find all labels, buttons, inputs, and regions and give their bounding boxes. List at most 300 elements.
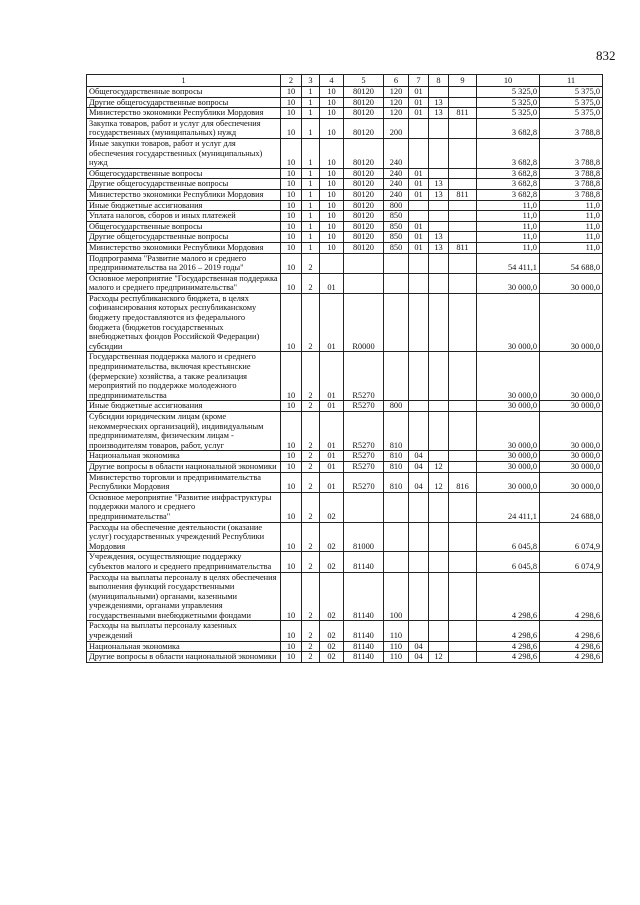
table-cell: 810: [384, 451, 409, 462]
table-cell: [384, 253, 409, 273]
row-description: Другие общегосударственные вопросы: [87, 232, 281, 243]
table-cell: 2: [302, 293, 320, 352]
table-cell: [449, 221, 477, 232]
table-row: [87, 552, 603, 572]
table-cell: 10: [281, 401, 302, 412]
table-cell: [384, 293, 409, 352]
table-cell: [384, 273, 409, 293]
table-row: [87, 97, 603, 108]
table-cell: 6 045,8: [477, 552, 540, 572]
row-description: Уплата налогов, сборов и иных платежей: [87, 211, 281, 222]
table-cell: 811: [449, 242, 477, 253]
table-cell: 30 000,0: [540, 412, 603, 451]
table-cell: 4 298,6: [540, 652, 603, 663]
table-cell: 120: [384, 97, 409, 108]
column-header: 8: [429, 75, 449, 87]
table-row: [87, 221, 603, 232]
table-cell: 24 688,0: [540, 492, 603, 522]
table-cell: 10: [281, 179, 302, 190]
table-cell: 10: [281, 118, 302, 138]
row-description: Расходы на выплаты персоналу казенных учреждений: [87, 621, 281, 641]
table-cell: 850: [384, 211, 409, 222]
table-cell: [409, 273, 429, 293]
table-cell: [429, 168, 449, 179]
column-header: 4: [320, 75, 344, 87]
table-cell: 10: [281, 652, 302, 663]
table-cell: 4 298,6: [477, 641, 540, 652]
table-cell: 10: [320, 242, 344, 253]
row-description: Общегосударственные вопросы: [87, 87, 281, 98]
table-cell: [429, 621, 449, 641]
table-cell: 01: [409, 87, 429, 98]
column-header: 7: [409, 75, 429, 87]
table-cell: 10: [281, 108, 302, 119]
table-cell: 3 682,8: [477, 118, 540, 138]
table-cell: 2: [302, 472, 320, 492]
table-cell: 2: [302, 641, 320, 652]
table-cell: 1: [302, 138, 320, 168]
row-description: Другие общегосударственные вопросы: [87, 97, 281, 108]
table-cell: 3 788,8: [540, 118, 603, 138]
table-cell: 30 000,0: [477, 461, 540, 472]
column-header: 3: [302, 75, 320, 87]
table-cell: 3 788,8: [540, 189, 603, 200]
row-description: Национальная экономика: [87, 641, 281, 652]
table-cell: 11,0: [477, 211, 540, 222]
row-description: Расходы на выплаты персоналу в целях обеспечения выполнения функций государственными (муниципальными) органами, казенными учреждениями, органами управления государственными внебюджетными фондами: [87, 572, 281, 621]
table-cell: [409, 138, 429, 168]
row-description: Иные бюджетные ассигнования: [87, 401, 281, 412]
table-cell: 120: [384, 108, 409, 119]
column-header: 1: [87, 75, 281, 87]
table-cell: 80120: [344, 108, 384, 119]
table-cell: 01: [409, 189, 429, 200]
table-cell: [449, 211, 477, 222]
table-cell: 30 000,0: [477, 293, 540, 352]
table-cell: 04: [409, 641, 429, 652]
row-description: Закупка товаров, работ и услуг для обеспечения государственных (муниципальных) нужд: [87, 118, 281, 138]
table-cell: 3 788,8: [540, 179, 603, 190]
table-cell: [449, 232, 477, 243]
table-cell: 3 682,8: [477, 179, 540, 190]
table-row: [87, 401, 603, 412]
table-cell: 10: [281, 138, 302, 168]
table-cell: 02: [320, 522, 344, 552]
table-cell: [409, 522, 429, 552]
table-cell: 240: [384, 189, 409, 200]
table-cell: [449, 118, 477, 138]
table-cell: 80120: [344, 179, 384, 190]
table-cell: [449, 179, 477, 190]
table-cell: 6 074,9: [540, 522, 603, 552]
table-cell: [449, 253, 477, 273]
table-cell: 1: [302, 118, 320, 138]
table-cell: [409, 621, 429, 641]
table-cell: [409, 552, 429, 572]
table-cell: 2: [302, 572, 320, 621]
table-cell: 10: [281, 273, 302, 293]
table-row: [87, 472, 603, 492]
table-cell: 110: [384, 652, 409, 663]
column-header: 9: [449, 75, 477, 87]
row-description: Субсидии юридическим лицам (кроме некоммерческих организаций), индивидуальным предпринимателям, физическим лицам - производителям товаров, работ, услуг: [87, 412, 281, 451]
table-row: [87, 232, 603, 243]
table-cell: 01: [320, 352, 344, 401]
table-cell: 2: [302, 401, 320, 412]
table-cell: 80120: [344, 118, 384, 138]
table-cell: [429, 412, 449, 451]
table-cell: R5270: [344, 451, 384, 462]
table-cell: 5 375,0: [540, 97, 603, 108]
table-row: [87, 412, 603, 451]
table-cell: [449, 97, 477, 108]
table-cell: 10: [320, 168, 344, 179]
table-cell: 100: [384, 572, 409, 621]
table-cell: 811: [449, 108, 477, 119]
table-cell: [449, 451, 477, 462]
table-cell: 810: [384, 412, 409, 451]
table-cell: 1: [302, 200, 320, 211]
table-row: [87, 461, 603, 472]
table-cell: 4 298,6: [540, 621, 603, 641]
table-row: [87, 242, 603, 253]
table-cell: [409, 572, 429, 621]
table-cell: R5270: [344, 401, 384, 412]
table-cell: 1: [302, 108, 320, 119]
table-cell: [429, 572, 449, 621]
table-cell: 01: [320, 401, 344, 412]
table-row: [87, 293, 603, 352]
table-cell: 80120: [344, 189, 384, 200]
table-cell: 850: [384, 221, 409, 232]
table-cell: 10: [281, 552, 302, 572]
row-description: Министерство экономики Республики Мордовия: [87, 242, 281, 253]
table-cell: 54 688,0: [540, 253, 603, 273]
table-cell: 5 325,0: [477, 108, 540, 119]
table-cell: 80120: [344, 242, 384, 253]
table-cell: 04: [409, 461, 429, 472]
table-cell: 01: [409, 168, 429, 179]
table-cell: 10: [281, 352, 302, 401]
table-cell: [429, 200, 449, 211]
table-cell: R5270: [344, 412, 384, 451]
table-cell: [429, 492, 449, 522]
table-cell: 30 000,0: [477, 472, 540, 492]
table-cell: 30 000,0: [477, 401, 540, 412]
table-cell: [449, 641, 477, 652]
table-cell: [429, 211, 449, 222]
table-cell: 811: [449, 189, 477, 200]
table-cell: 1: [302, 179, 320, 190]
table-cell: 4 298,6: [477, 572, 540, 621]
table-cell: 120: [384, 87, 409, 98]
table-row: [87, 189, 603, 200]
row-description: Основное мероприятие "Развитие инфраструктуры поддержки малого и среднего предпринимательства": [87, 492, 281, 522]
table-cell: 01: [320, 472, 344, 492]
table-cell: 1: [302, 189, 320, 200]
table-cell: [344, 273, 384, 293]
table-cell: [449, 138, 477, 168]
table-cell: 10: [320, 138, 344, 168]
table-cell: [409, 253, 429, 273]
table-row: [87, 179, 603, 190]
table-row: [87, 108, 603, 119]
table-cell: [384, 492, 409, 522]
row-description: Основное мероприятие "Государственная поддержка малого и среднего предпринимательства": [87, 273, 281, 293]
column-header: 11: [540, 75, 603, 87]
table-cell: [449, 200, 477, 211]
table-cell: [409, 412, 429, 451]
table-cell: [429, 641, 449, 652]
table-cell: R5270: [344, 352, 384, 401]
table-cell: 10: [320, 87, 344, 98]
table-cell: [449, 522, 477, 552]
table-cell: 6 045,8: [477, 522, 540, 552]
table-cell: 01: [320, 293, 344, 352]
row-description: Министерство экономики Республики Мордовия: [87, 108, 281, 119]
table-cell: [409, 118, 429, 138]
table-cell: 10: [281, 641, 302, 652]
table-cell: 11,0: [477, 232, 540, 243]
table-cell: [449, 401, 477, 412]
row-description: Расходы республиканского бюджета, в целях софинансирования которых республиканскому бюджету предоставляются из федерального бюджета (бюджетов государственных внебюджетных фондов Российской Федерации) субсидии: [87, 293, 281, 352]
table-cell: [344, 492, 384, 522]
table-cell: 13: [429, 242, 449, 253]
table-cell: 13: [429, 108, 449, 119]
table-cell: 110: [384, 641, 409, 652]
table-cell: 10: [320, 118, 344, 138]
table-cell: 10: [281, 253, 302, 273]
table-cell: [449, 293, 477, 352]
table-cell: 5 325,0: [477, 87, 540, 98]
row-description: Учреждения, осуществляющие поддержку субъектов малого и среднего предпринимательства: [87, 552, 281, 572]
table-cell: [429, 401, 449, 412]
table-cell: 2: [302, 522, 320, 552]
table-cell: 01: [409, 242, 429, 253]
column-header: 2: [281, 75, 302, 87]
table-cell: 4 298,6: [540, 641, 603, 652]
table-cell: 10: [281, 200, 302, 211]
table-cell: [429, 552, 449, 572]
table-row: [87, 652, 603, 663]
table-cell: 2: [302, 451, 320, 462]
table-row: [87, 211, 603, 222]
table-cell: 13: [429, 179, 449, 190]
table-cell: 13: [429, 189, 449, 200]
table-cell: 12: [429, 472, 449, 492]
table-cell: 1: [302, 211, 320, 222]
table-cell: [449, 352, 477, 401]
table-cell: 1: [302, 232, 320, 243]
table-cell: 04: [409, 472, 429, 492]
table-cell: 01: [320, 273, 344, 293]
table-cell: 81140: [344, 621, 384, 641]
table-cell: 10: [320, 189, 344, 200]
table-cell: 30 000,0: [540, 293, 603, 352]
row-description: Государственная поддержка малого и среднего предпринимательства, включая крестьянские (фермерские) хозяйства, а также реализация мероприятий по поддержке молодежного предпринимательства: [87, 352, 281, 401]
table-cell: 30 000,0: [540, 352, 603, 401]
table-cell: 80120: [344, 97, 384, 108]
table-cell: 800: [384, 200, 409, 211]
table-cell: 11,0: [540, 200, 603, 211]
table-cell: [409, 352, 429, 401]
table-cell: 81000: [344, 522, 384, 552]
table-cell: 13: [429, 97, 449, 108]
table-cell: [429, 253, 449, 273]
table-cell: 30 000,0: [477, 412, 540, 451]
table-cell: [429, 352, 449, 401]
table-row: [87, 621, 603, 641]
table-cell: 11,0: [477, 200, 540, 211]
table-cell: 10: [281, 221, 302, 232]
budget-table: [86, 74, 603, 663]
table-cell: 2: [302, 412, 320, 451]
table-cell: 10: [281, 189, 302, 200]
table-cell: 10: [281, 621, 302, 641]
table-cell: 4 298,6: [540, 572, 603, 621]
table-cell: 10: [281, 572, 302, 621]
table-cell: 1: [302, 97, 320, 108]
table-cell: 80120: [344, 221, 384, 232]
table-cell: 10: [281, 242, 302, 253]
table-cell: 80120: [344, 87, 384, 98]
table-cell: [409, 200, 429, 211]
table-cell: 12: [429, 461, 449, 472]
table-cell: 01: [320, 412, 344, 451]
table-cell: 810: [384, 461, 409, 472]
table-cell: 81140: [344, 572, 384, 621]
table-cell: 240: [384, 168, 409, 179]
table-cell: 1: [302, 168, 320, 179]
table-cell: 10: [281, 492, 302, 522]
table-cell: 3 682,8: [477, 138, 540, 168]
table-cell: 810: [384, 472, 409, 492]
table-cell: 800: [384, 401, 409, 412]
table-cell: [449, 552, 477, 572]
table-cell: R0000: [344, 293, 384, 352]
table-cell: [409, 211, 429, 222]
table-cell: 11,0: [477, 242, 540, 253]
table-cell: 01: [409, 232, 429, 243]
table-cell: 10: [281, 472, 302, 492]
table-cell: [449, 273, 477, 293]
table-row: [87, 200, 603, 211]
table-row: [87, 138, 603, 168]
table-cell: 11,0: [540, 221, 603, 232]
row-description: Общегосударственные вопросы: [87, 168, 281, 179]
table-cell: 01: [320, 451, 344, 462]
table-row: [87, 168, 603, 179]
table-cell: 10: [281, 412, 302, 451]
column-header: 6: [384, 75, 409, 87]
table-cell: [409, 401, 429, 412]
table-cell: [320, 253, 344, 273]
table-cell: 10: [281, 97, 302, 108]
table-cell: 850: [384, 242, 409, 253]
table-row: [87, 118, 603, 138]
table-cell: 10: [281, 168, 302, 179]
table-cell: [429, 138, 449, 168]
table-cell: 3 682,8: [477, 189, 540, 200]
table-cell: R5270: [344, 472, 384, 492]
table-cell: 30 000,0: [477, 352, 540, 401]
table-cell: 30 000,0: [540, 401, 603, 412]
row-description: Другие общегосударственные вопросы: [87, 179, 281, 190]
table-cell: [449, 492, 477, 522]
table-cell: [449, 461, 477, 472]
table-cell: 81140: [344, 552, 384, 572]
table-cell: 1: [302, 87, 320, 98]
table-cell: 5 375,0: [540, 87, 603, 98]
column-header: 10: [477, 75, 540, 87]
table-cell: 02: [320, 552, 344, 572]
table-cell: [429, 273, 449, 293]
row-description: Общегосударственные вопросы: [87, 221, 281, 232]
table-cell: 10: [281, 461, 302, 472]
table-cell: [429, 221, 449, 232]
table-cell: 01: [409, 179, 429, 190]
table-cell: [449, 412, 477, 451]
table-cell: 3 788,8: [540, 138, 603, 168]
table-cell: 10: [281, 451, 302, 462]
table-cell: 240: [384, 138, 409, 168]
table-cell: 5 325,0: [477, 97, 540, 108]
row-description: Национальная экономика: [87, 451, 281, 462]
table-row: [87, 492, 603, 522]
row-description: Министерство экономики Республики Мордовия: [87, 189, 281, 200]
table-cell: 80120: [344, 211, 384, 222]
table-cell: 2: [302, 352, 320, 401]
table-cell: 5 375,0: [540, 108, 603, 119]
table-cell: 30 000,0: [540, 273, 603, 293]
column-header: 5: [344, 75, 384, 87]
table-row: [87, 641, 603, 652]
table-cell: 11,0: [540, 242, 603, 253]
table-cell: [429, 293, 449, 352]
table-cell: 54 411,1: [477, 253, 540, 273]
page-number: 832: [596, 48, 616, 63]
table-cell: 850: [384, 232, 409, 243]
table-cell: 10: [320, 200, 344, 211]
table-cell: 1: [302, 221, 320, 232]
table-row: [87, 253, 603, 273]
row-description: Иные закупки товаров, работ и услуг для обеспечения государственных (муниципальных) нужд: [87, 138, 281, 168]
table-row: [87, 352, 603, 401]
table-cell: 80120: [344, 232, 384, 243]
table-cell: [384, 352, 409, 401]
row-description: Подпрограмма "Развитие малого и среднего предпринимательства на 2016 – 2019 годы": [87, 253, 281, 273]
table-cell: 30 000,0: [540, 472, 603, 492]
table-row: [87, 451, 603, 462]
table-cell: 12: [429, 652, 449, 663]
table-cell: 10: [320, 179, 344, 190]
row-description: Министерство торговли и предпринимательства Республики Мордовия: [87, 472, 281, 492]
table-cell: [384, 552, 409, 572]
table-cell: 240: [384, 179, 409, 190]
table-cell: 11,0: [540, 211, 603, 222]
table-cell: 01: [409, 97, 429, 108]
table-cell: [429, 118, 449, 138]
table-cell: 04: [409, 652, 429, 663]
table-cell: 01: [409, 221, 429, 232]
table-cell: 4 298,6: [477, 621, 540, 641]
table-cell: 04: [409, 451, 429, 462]
table-cell: 110: [384, 621, 409, 641]
table-cell: 02: [320, 641, 344, 652]
table-cell: 01: [320, 461, 344, 472]
header-row: [87, 75, 603, 87]
table-cell: 30 000,0: [477, 451, 540, 462]
